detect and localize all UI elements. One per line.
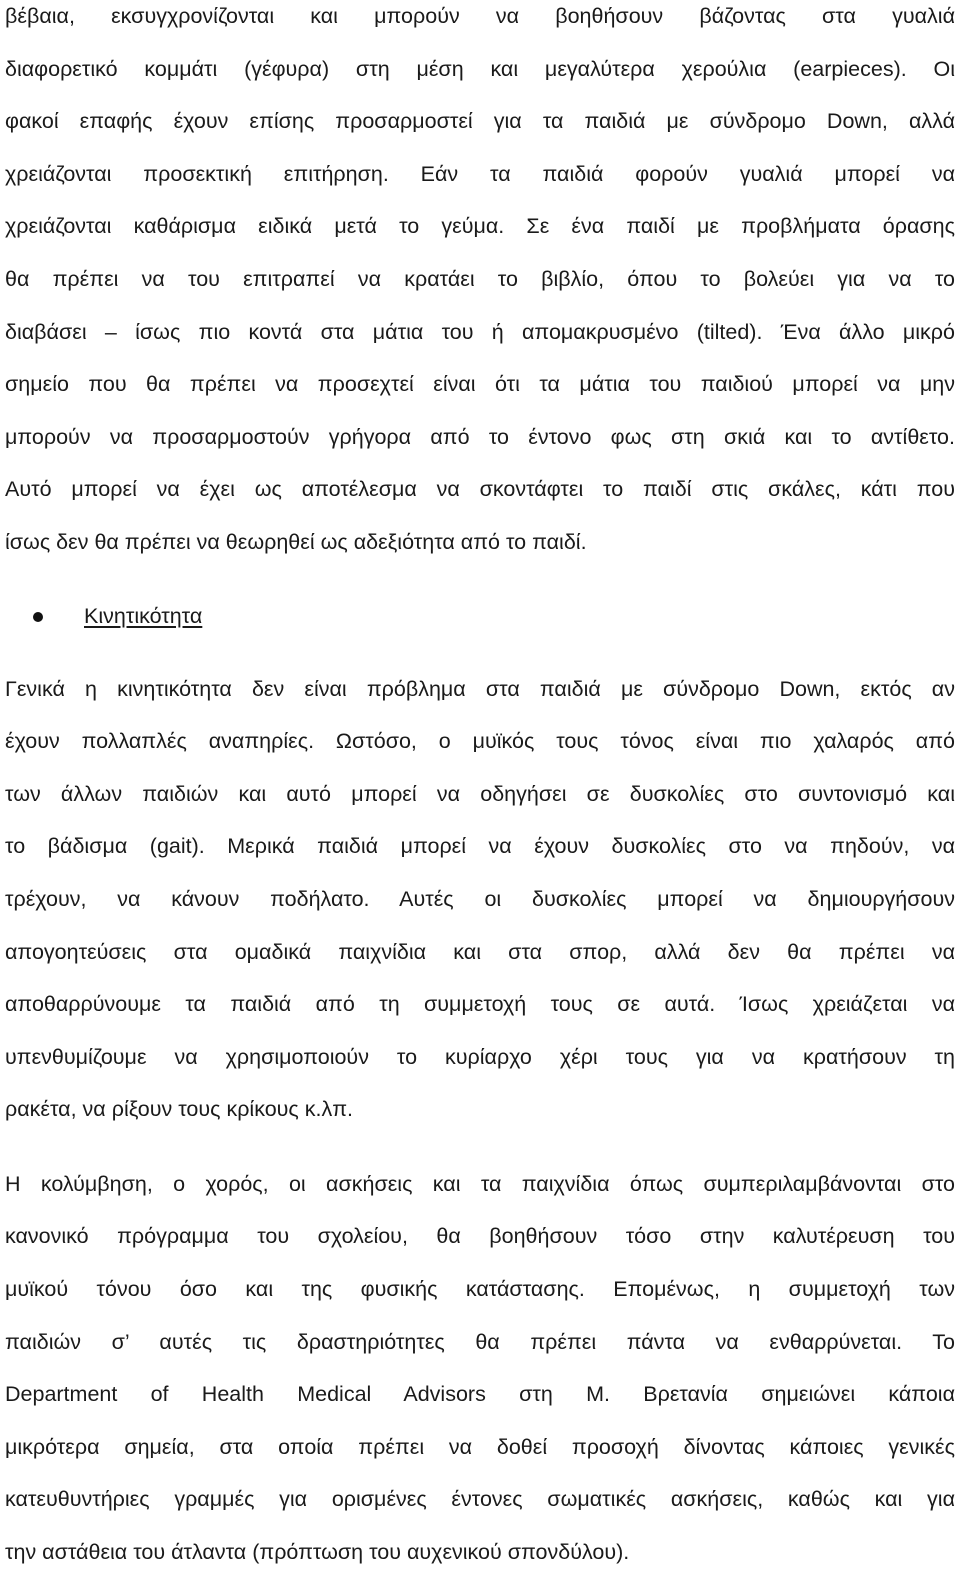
- paragraph-mobility: [5, 663, 955, 1136]
- text-line: σημείο που θα πρέπει να προσεχτεί είναι ότι τα μάτια του παιδιού μπορεί να μην: [5, 372, 955, 397]
- text-line: ίσως δεν θα πρέπει να θεωρηθεί ως αδεξιότητα από το παιδί.: [5, 529, 587, 554]
- text-line: αποθαρρύνουμε τα παιδιά από τη συμμετοχή τους σε αυτά. Ίσως χρειάζεται να: [5, 992, 955, 1017]
- text-line: μικρότερα σημεία, στα οποία πρέπει να δοθεί προσοχή δίνοντας κάποιες γενικές: [5, 1434, 955, 1459]
- text-line: χρειάζονται καθάρισμα ειδικά μετά το γεύμα. Σε ένα παιδί με προβλήματα όρασης: [5, 214, 955, 239]
- text-line: κανονικό πρόγραμμα του σχολείου, θα βοηθήσουν τόσο στην καλυτέρευση του: [5, 1224, 955, 1249]
- text-line: βέβαια, εκσυγχρονίζονται και μπορούν να βοηθήσουν βάζοντας στα γυαλιά: [5, 4, 955, 28]
- paragraph-spacer: [5, 1136, 955, 1158]
- bullet-dot-icon: [33, 612, 43, 622]
- text-line: υπενθυμίζουμε να χρησιμοποιούν το κυρίαρχο χέρι τους για να κρατήσουν τη: [5, 1044, 955, 1069]
- text-line: Department of Health Medical Advisors στη Μ. Βρετανία σημειώνει κάποια: [5, 1382, 955, 1407]
- text-line: ρακέτα, να ρίξουν τους κρίκους κ.λπ.: [5, 1097, 354, 1122]
- text-line: θα πρέπει να του επιτραπεί να κρατάει το βιβλίο, όπου το βολεύει για να το: [5, 266, 955, 291]
- text-line: χρειάζονται προσεκτική επιτήρηση. Εάν τα παιδιά φορούν γυαλιά μπορεί να: [5, 161, 955, 186]
- text-line: των άλλων παιδιών και αυτό μπορεί να οδηγήσει σε δυσκολίες στο συντονισμό και: [5, 781, 955, 806]
- text-line: έχουν πολλαπλές αναπηρίες. Ωστόσο, ο μυϊκός τους τόνος είναι πιο χαλαρός από: [5, 729, 955, 754]
- text-line: φακοί επαφής έχουν επίσης προσαρμοστεί για τα παιδιά με σύνδρομο Down, αλλά: [5, 109, 955, 134]
- text-line: Γενικά η κινητικότητα δεν είναι πρόβλημα στα παιδιά με σύνδρομο Down, εκτός αν: [5, 676, 955, 701]
- text-line: την αστάθεια του άτλαντα (πρόπτωση του αυχενικού σπονδύλου).: [5, 1540, 630, 1565]
- text-line: μπορούν να προσαρμοστούν γρήγορα από το έντονο φως στη σκιά και το αντίθετο.: [5, 424, 955, 449]
- text-line: κατευθυντήριες γραμμές για ορισμένες έντονες σωματικές ασκήσεις, καθώς και για: [5, 1487, 955, 1512]
- text-line: διαβάσει – ίσως πιο κοντά στα μάτια του ή απομακρυσμένο (tilted). Ένα άλλο μικρό: [5, 319, 955, 344]
- text-line: μυϊκού τόνου όσο και της φυσικής κατάστασης. Επομένως, η συμμετοχή των: [5, 1277, 955, 1302]
- text-line: παιδιών σ’ αυτές τις δραστηριότητες θα πρέπει πάντα να ενθαρρύνεται. Το: [5, 1329, 955, 1354]
- section-heading: Κινητικότητα: [84, 604, 203, 629]
- text-line: τρέχουν, να κάνουν ποδήλατο. Αυτές οι δυσκολίες μπορεί να δημιουργήσουν: [5, 886, 955, 911]
- text-line: απογοητεύσεις στα ομαδικά παιχνίδια και στα σπορ, αλλά δεν θα πρέπει να: [5, 939, 955, 964]
- text-line: Η κολύμβηση, ο χορός, οι ασκήσεις και τα παιχνίδια όπως συμπεριλαμβάνονται στο: [5, 1171, 955, 1196]
- paragraph-activities: [5, 1158, 955, 1579]
- text-line: το βάδισμα (gait). Μερικά παιδιά μπορεί να έχουν δυσκολίες στο να πηδούν, να: [5, 834, 955, 859]
- bullet-item-mobility: [5, 591, 955, 643]
- paragraph-vision: [5, 0, 955, 569]
- text-line: Αυτό μπορεί να έχει ως αποτέλεσμα να σκοντάφτει το παιδί στις σκάλες, κάτι που: [5, 477, 955, 502]
- text-line: διαφορετικό κομμάτι (γέφυρα) στη μέση και μεγαλύτερα χερούλια (earpieces). Οι: [5, 56, 955, 81]
